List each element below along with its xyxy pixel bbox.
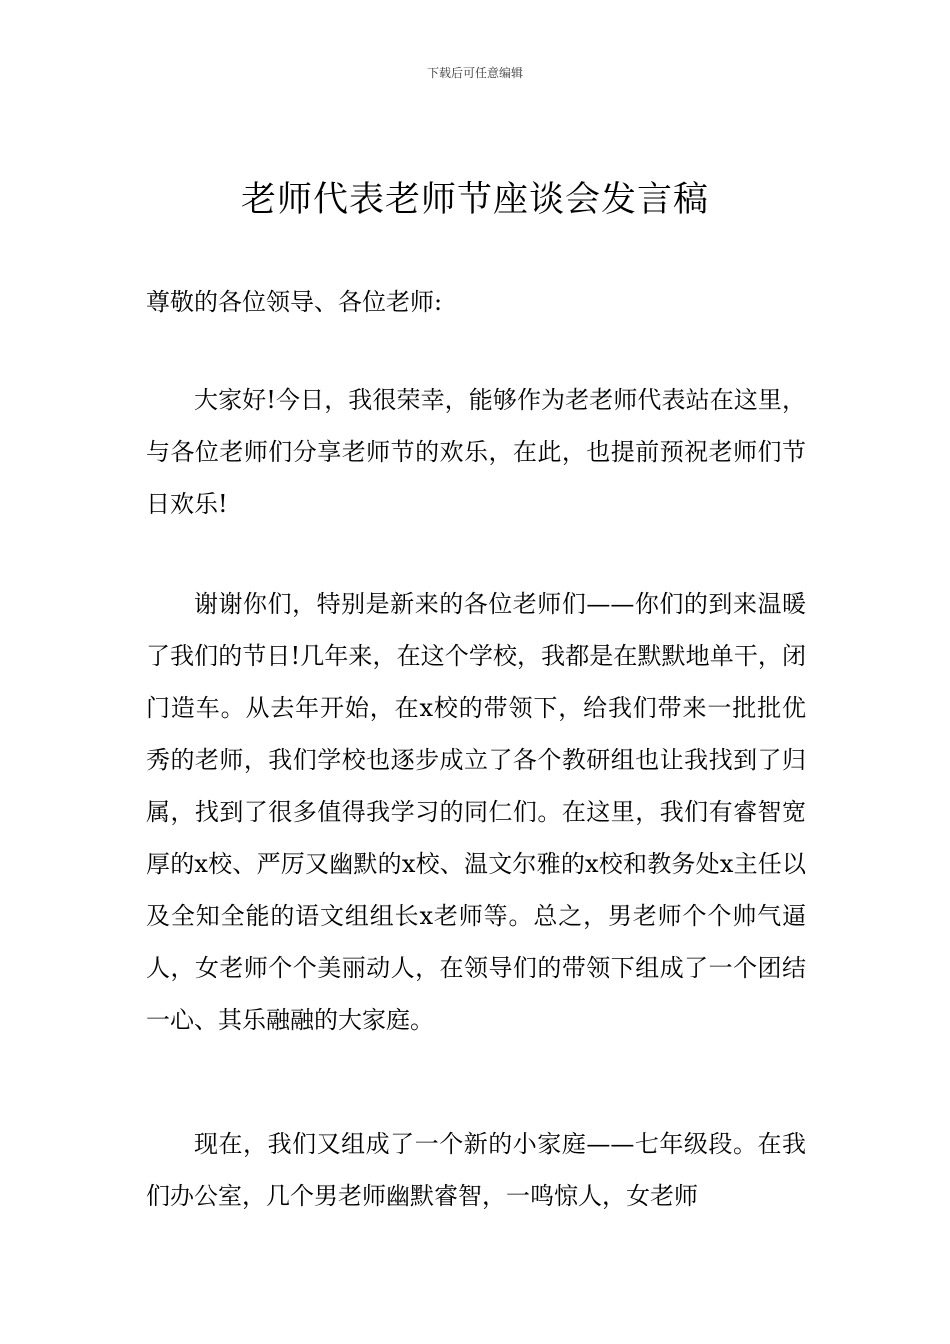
salutation: 尊敬的各位领导、各位老师: (146, 288, 443, 316)
paragraph-1: 大家好!今日，我很荣幸，能够作为老老师代表站在这里，与各位老师们分享老师节的欢乐，在此，也提前预祝老师们节日欢乐! (146, 386, 806, 518)
paragraph-2: 谢谢你们，特别是新来的各位老师们——你们的到来温暖了我们的节日!几年来，在这个学校，我都是在默默地单干，闭门造车。从去年开始，在x校的带领下，给我们带来一批批优秀的老师，我们学校也逐步成立了各个教研组也让我找到了归属，找到了很多值得我学习的同仁们。在这里，我们有睿智宽厚的x校、严厉又幽默的x校、温文尔雅的x校和教务处x主任以及全知全能的语文组组长x老师等。总之，男老师个个帅气逼人，女老师个个美丽动人，在领导们的带领下组成了一个团结一心、其乐融融的大家庭。 (146, 590, 806, 1034)
header-note: 下载后可任意编辑 (426, 66, 523, 80)
document-title: 老师代表老师节座谈会发言稿 (240, 180, 709, 220)
paragraph-3: 现在，我们又组成了一个新的小家庭——七年级段。在我们办公室，几个男老师幽默睿智，一鸣惊人，女老师 (146, 1130, 806, 1210)
